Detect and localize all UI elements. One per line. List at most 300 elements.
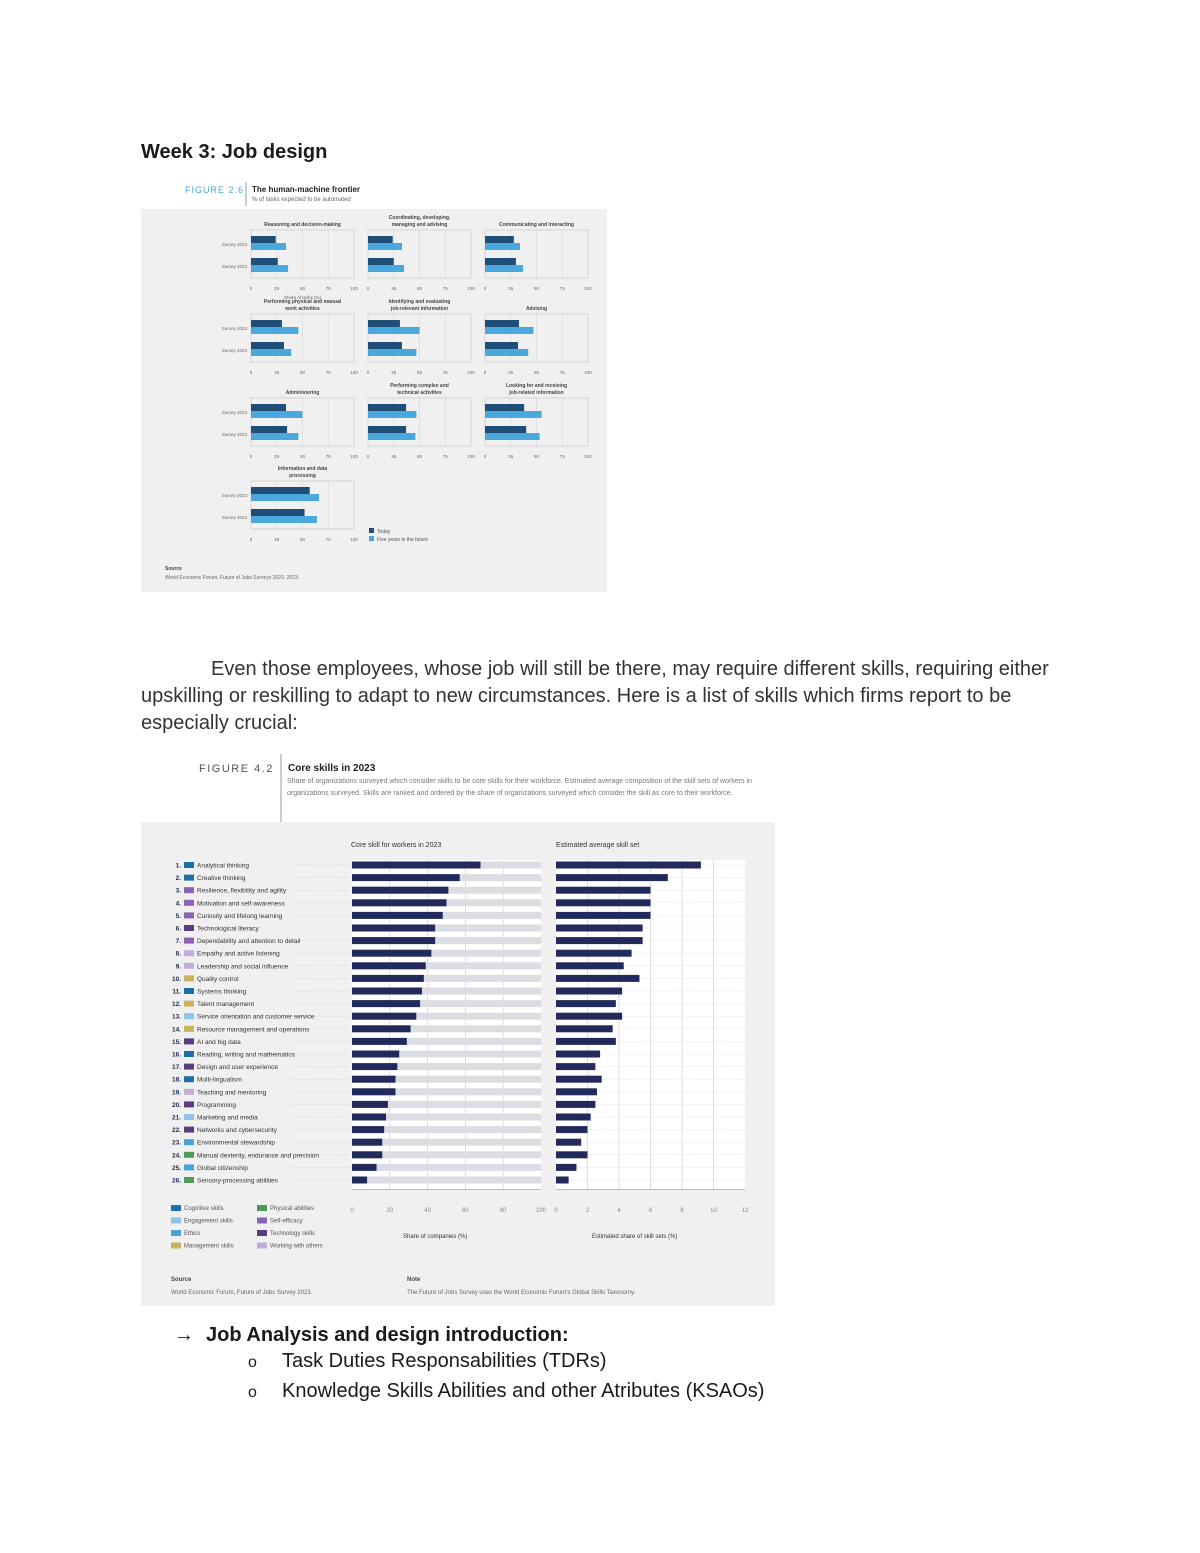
skill-label: Service orientation and customer service (197, 1013, 315, 1021)
tick-label: 0 (483, 454, 487, 459)
tick-label: 75 (442, 370, 448, 375)
skill-label: Networks and cybersecurity (197, 1127, 277, 1135)
bar-core-share (352, 1051, 399, 1058)
bar-core-share (352, 1088, 395, 1095)
skill-label: Sensory-processing abilities (197, 1177, 278, 1185)
paragraph-text: Even those employees, whose job will still be there, may require different skills, requiring either upskilling or reskilling to adapt to new circumstances. Here is a list of skills which firms report to be especially crucial: (141, 658, 1049, 734)
tick-label: 100 (350, 370, 358, 375)
skill-group-swatch (184, 975, 194, 981)
section-heading (174, 1324, 569, 1347)
tick-label: 50 (416, 286, 423, 291)
legend-label: Self-efficacy (270, 1218, 303, 1225)
bar-today (251, 236, 276, 243)
tick-label: 100 (467, 370, 475, 375)
tick-label: 100 (535, 1208, 547, 1214)
tick-label: 10 (710, 1208, 717, 1214)
bar-skill-set-share (556, 1088, 597, 1095)
panel-title: Coordinating, developing, (388, 215, 451, 221)
skill-rank: 2. (175, 875, 181, 883)
tick-label: 25 (508, 370, 514, 375)
skill-rank: 21. (171, 1114, 181, 1122)
bar-core-share (352, 874, 460, 881)
tick-label: 0 (366, 370, 370, 375)
bar-today (251, 426, 287, 433)
source-label: Source (165, 566, 182, 572)
skill-group-swatch (184, 1089, 194, 1095)
xlabel-left: Share of companies (%) (403, 1234, 468, 1240)
bar-today (485, 236, 514, 243)
skill-group-swatch (184, 1127, 194, 1133)
skill-group-swatch (184, 1114, 194, 1120)
skill-group-swatch (184, 1152, 194, 1158)
tick-label: 25 (391, 370, 397, 375)
xlabel-right: Estimated share of skill sets (%) (592, 1234, 678, 1240)
panel-title: work activities (285, 306, 320, 312)
bar-future (368, 411, 416, 418)
bar-skill-set-share (556, 1063, 595, 1070)
legend-label: Working with others (270, 1243, 323, 1250)
skill-group-swatch (184, 1177, 194, 1183)
panel-title: Identifying and evaluating (388, 299, 451, 305)
bar-future (368, 243, 402, 250)
skill-group-swatch (184, 925, 194, 931)
tick-label: 0 (249, 537, 253, 542)
track-bar (352, 1164, 541, 1171)
bar-today (368, 426, 406, 433)
bar-skill-set-share (556, 950, 632, 957)
legend-label: Technology skills (270, 1231, 316, 1237)
skill-rank: 3. (175, 887, 181, 895)
skill-group-swatch (184, 1001, 194, 1007)
tick-label: 6 (648, 1208, 653, 1214)
bar-core-share (352, 1038, 407, 1045)
tick-label: 50 (299, 537, 306, 542)
row-label: Survey 2023 (221, 242, 247, 247)
tick-label: 50 (299, 286, 306, 291)
tick-label: 0 (249, 370, 253, 375)
skill-rank: 24. (171, 1152, 181, 1160)
bar-skill-set-share (556, 1013, 622, 1020)
tick-label: 25 (274, 454, 280, 459)
skill-rank: 25. (171, 1164, 181, 1172)
tick-label: 4 (617, 1208, 621, 1214)
bar-today (251, 320, 282, 327)
tick-label: 50 (299, 370, 306, 375)
bar-skill-set-share (556, 1114, 591, 1121)
bar-future (251, 327, 298, 334)
panel-title: technical activities (397, 390, 442, 396)
bar-future (251, 265, 288, 272)
bar-today (368, 404, 406, 411)
tick-label: 50 (299, 454, 306, 459)
bar-today (251, 487, 310, 494)
bar-future (485, 327, 533, 334)
bar-core-share (352, 962, 426, 969)
skill-label: Reading, writing and mathematics (197, 1051, 295, 1059)
figure-subtitle: % of tasks expected to be automated (252, 197, 351, 203)
skill-rank: 6. (175, 925, 181, 933)
bar-future (485, 265, 523, 272)
tick-label: 8 (680, 1208, 684, 1214)
tick-label: 25 (274, 537, 280, 542)
tick-label: 25 (508, 286, 514, 291)
bar-skill-set-share (556, 975, 639, 982)
legend-swatch (257, 1243, 267, 1249)
tick-label: 2 (585, 1208, 590, 1214)
bar-today (485, 320, 519, 327)
tick-label: 25 (391, 454, 397, 459)
panel-title: Performing physical and manual (263, 299, 342, 305)
skill-group-swatch (184, 1038, 194, 1044)
bar-skill-set-share (556, 925, 643, 932)
bar-skill-set-share (556, 937, 643, 944)
tick-label: 40 (424, 1208, 431, 1214)
bar-skill-set-share (556, 1139, 581, 1146)
bar-core-share (352, 1114, 386, 1121)
list-item (248, 1350, 607, 1373)
tick-label: 75 (559, 454, 565, 459)
bar-today (485, 258, 516, 265)
figure-label: FIGURE 4.2 (199, 763, 274, 775)
skill-group-swatch (184, 1026, 194, 1032)
tick-label: 50 (533, 286, 540, 291)
tick-label: 0 (366, 286, 370, 291)
skill-label: Design and user experience (197, 1064, 278, 1072)
skill-group-swatch (184, 963, 194, 969)
skill-rank: 7. (175, 938, 181, 946)
panel-title: Looking for and receiving (505, 383, 568, 389)
bar-core-share (352, 937, 435, 944)
bar-future (251, 516, 317, 523)
tick-label: 100 (584, 454, 592, 459)
tick-label: 100 (350, 286, 358, 291)
tick-label: 100 (350, 537, 358, 542)
bar-today (368, 258, 394, 265)
tick-label: 0 (249, 286, 253, 291)
legend-label-today: Today (377, 529, 391, 535)
tick-label: 80 (499, 1208, 507, 1214)
legend-swatch (257, 1205, 267, 1211)
bar-core-share (352, 1164, 377, 1171)
bar-skill-set-share (556, 1000, 616, 1007)
skill-rank: 8. (175, 950, 181, 958)
skill-label: Resource management and operations (197, 1026, 310, 1034)
skill-group-swatch (184, 1013, 194, 1019)
legend-label: Physical abilities (270, 1206, 315, 1212)
skill-rank: 12. (171, 1001, 181, 1009)
bar-skill-set-share (556, 1126, 588, 1133)
legend-swatch (171, 1205, 181, 1211)
tick-label: 25 (391, 286, 397, 291)
note-label: Note (407, 1277, 421, 1283)
bar-skill-set-share (556, 874, 668, 881)
skill-group-swatch (184, 887, 194, 893)
legend-label: Management skills (184, 1243, 234, 1250)
skill-label: Teaching and mentoring (197, 1089, 267, 1097)
skill-rank: 5. (175, 912, 181, 920)
bar-skill-set-share (556, 1025, 613, 1032)
bar-core-share (352, 887, 448, 894)
skill-label: Technological literacy (197, 925, 259, 933)
list-item-text: Task Duties Responsabilities (TDRs) (282, 1350, 607, 1372)
bar-core-share (352, 862, 481, 869)
track-bar (352, 1177, 541, 1184)
skill-rank: 10. (171, 975, 181, 983)
legend-swatch (257, 1230, 267, 1236)
tick-label: 100 (467, 454, 475, 459)
note-text: The Future of Jobs Survey uses the World Economic Forum's Global Skills Taxonomy. (407, 1290, 636, 1296)
legend-label: Cognitive skills (184, 1206, 224, 1212)
bar-skill-set-share (556, 1051, 600, 1058)
bar-core-share (352, 975, 424, 982)
row-label: Survey 2023 (221, 432, 247, 437)
bar-future (485, 243, 520, 250)
panel-title: job-relevant information (390, 306, 449, 312)
bar-skill-set-share (556, 962, 624, 969)
panel-left-title: Core skill for workers in 2023 (351, 842, 442, 849)
bar-future (251, 494, 319, 501)
skill-rank: 19. (171, 1089, 181, 1097)
skill-rank: 14. (171, 1026, 181, 1034)
bullet-icon: o (248, 1354, 257, 1371)
bar-core-share (352, 1139, 382, 1146)
source-text: World Economic Forum, Future of Jobs Surveys 2020, 2023. (165, 575, 300, 581)
source-label: Source (171, 1277, 192, 1283)
bar-today (368, 236, 393, 243)
legend-swatch (257, 1218, 267, 1224)
x-axis-label: Share of tasks (%) (283, 295, 322, 300)
skill-rank: 1. (175, 862, 181, 870)
bar-future (485, 411, 542, 418)
row-label: Survey 2023 (221, 348, 247, 353)
bar-skill-set-share (556, 862, 701, 869)
bar-core-share (352, 1013, 416, 1020)
skill-group-swatch (184, 1051, 194, 1057)
figure-title: Core skills in 2023 (288, 763, 376, 774)
tick-label: 0 (350, 1208, 354, 1214)
row-label: Survey 2023 (221, 410, 247, 415)
bar-future (251, 243, 286, 250)
skill-label: Empathy and active listening (197, 950, 280, 958)
tick-label: 50 (416, 370, 423, 375)
bar-skill-set-share (556, 899, 651, 906)
skill-rank: 26. (171, 1177, 181, 1185)
bar-future (368, 327, 420, 334)
bar-today (251, 509, 305, 516)
tick-label: 60 (462, 1208, 469, 1214)
skill-label: Motivation and self-awareness (197, 900, 285, 908)
legend-label-future: Five years in the future (377, 537, 428, 543)
skill-group-swatch (184, 950, 194, 956)
legend-label: Ethics (184, 1231, 201, 1237)
figure-description: Share of organizations surveyed which consider skills to be core skills for their workforce. Estimated average composition of the skill sets of workers in organizations surveyed. Skills are ranked and ordered by the share of organizations surveyed which consider the skill as core to their workforce. (287, 778, 752, 797)
skill-label: Resilience, flexibility and agility (197, 887, 287, 895)
row-label: Survey 2023 (221, 264, 247, 269)
panel-title: job-related information (509, 390, 564, 396)
bullet-icon: o (248, 1384, 257, 1401)
figure-label: FIGURE 2.6 (185, 185, 245, 195)
legend-swatch (171, 1230, 181, 1236)
bar-skill-set-share (556, 1101, 595, 1108)
tick-label: 75 (559, 286, 565, 291)
legend-swatch-future (369, 536, 374, 541)
skill-rank: 15. (171, 1038, 181, 1046)
bar-today (485, 404, 524, 411)
tick-label: 100 (584, 370, 592, 375)
bar-future (485, 349, 528, 356)
skill-label: Environmental stewardship (197, 1139, 276, 1147)
figure-title: The human-machine frontier (252, 185, 361, 194)
skill-group-swatch (184, 1101, 194, 1107)
bar-core-share (352, 950, 431, 957)
bar-core-share (352, 899, 447, 906)
tick-label: 25 (274, 286, 280, 291)
skill-rank: 4. (175, 900, 181, 908)
body-paragraph (141, 656, 1071, 737)
tick-label: 50 (416, 454, 423, 459)
skill-rank: 17. (171, 1064, 181, 1072)
tick-label: 0 (483, 370, 487, 375)
skill-rank: 23. (171, 1139, 181, 1147)
skill-label: Quality control (197, 975, 239, 983)
tick-label: 75 (442, 286, 448, 291)
bar-skill-set-share (556, 988, 622, 995)
tick-label: 75 (559, 370, 565, 375)
tick-label: 0 (366, 454, 370, 459)
panel-title: Performing complex and (390, 383, 449, 389)
legend-label: Engagement skills (184, 1218, 233, 1225)
bar-core-share (352, 1126, 384, 1133)
bar-skill-set-share (556, 1038, 616, 1045)
bar-today (368, 320, 400, 327)
bar-future (251, 349, 291, 356)
skill-label: Programming (197, 1101, 237, 1109)
row-label: Survey 2023 (221, 326, 247, 331)
bar-core-share (352, 1025, 411, 1032)
skill-rank: 18. (171, 1076, 181, 1084)
bar-skill-set-share (556, 1164, 576, 1171)
tick-label: 50 (533, 370, 540, 375)
panel-title: processing (289, 473, 316, 479)
tick-label: 12 (741, 1208, 749, 1214)
panel-title: Information and data (277, 466, 328, 472)
legend-swatch (171, 1243, 181, 1249)
skill-label: Analytical thinking (197, 862, 250, 870)
tick-label: 20 (386, 1208, 394, 1214)
skill-label: Manual dexterity, endurance and precision (197, 1152, 320, 1160)
skill-label: AI and big data (197, 1038, 241, 1046)
bar-future (251, 411, 303, 418)
skill-group-swatch (184, 1139, 194, 1145)
bar-future (251, 433, 298, 440)
bar-future (368, 265, 404, 272)
skill-label: Creative thinking (197, 875, 246, 883)
bar-today (251, 342, 284, 349)
skill-group-swatch (184, 862, 194, 868)
panel-title: Advising (525, 306, 548, 312)
bar-core-share (352, 1000, 420, 1007)
bar-skill-set-share (556, 887, 651, 894)
tick-label: 75 (325, 454, 331, 459)
skill-label: Leadership and social influence (197, 963, 289, 971)
bar-core-share (352, 1177, 367, 1184)
skill-group-swatch (184, 1064, 194, 1070)
list-item-text: Knowledge Skills Abilities and other Atributes (KSAOs) (282, 1380, 765, 1402)
bar-core-share (352, 1063, 397, 1070)
row-label: Survey 2023 (221, 493, 247, 498)
skill-rank: 11. (172, 988, 181, 996)
tick-label: 75 (325, 537, 331, 542)
tick-label: 75 (442, 454, 448, 459)
skill-label: Talent management (197, 1001, 255, 1009)
legend-swatch-today (369, 528, 374, 533)
skill-rank: 9. (175, 963, 181, 971)
bar-core-share (352, 988, 422, 995)
figure-human-machine-frontier (141, 178, 607, 592)
section-title: Job Analysis and design introduction: (206, 1324, 569, 1346)
skill-group-swatch (184, 875, 194, 881)
skill-rank: 20. (171, 1101, 181, 1109)
panel-title: managing and advising (391, 222, 448, 228)
tick-label: 75 (325, 286, 331, 291)
skill-group-swatch (184, 1076, 194, 1082)
bar-future (368, 349, 416, 356)
skill-label: Global citizenship (197, 1164, 248, 1172)
skill-group-swatch (184, 1164, 194, 1170)
tick-label: 50 (533, 454, 540, 459)
bar-today (368, 342, 402, 349)
bar-today (485, 342, 518, 349)
bar-core-share (352, 1076, 395, 1083)
page-heading: Week 3: Job design (141, 141, 328, 163)
panel-title: Reasoning and decision-making (264, 222, 341, 228)
skill-group-swatch (184, 912, 194, 918)
skill-label: Multi-lingualism (197, 1076, 242, 1084)
bar-skill-set-share (556, 1076, 602, 1083)
tick-label: 100 (467, 286, 475, 291)
tick-label: 75 (325, 370, 331, 375)
skill-rank: 16. (171, 1051, 181, 1059)
skill-group-swatch (184, 938, 194, 944)
skill-group-swatch (184, 988, 194, 994)
panel-title: Communicating and interacting (498, 222, 575, 228)
bar-core-share (352, 1151, 382, 1158)
bar-future (368, 433, 415, 440)
skill-label: Curiosity and lifelong learning (197, 912, 283, 920)
tick-label: 0 (483, 286, 487, 291)
figure-core-skills-2023 (141, 752, 775, 1306)
skill-rank: 22. (171, 1127, 181, 1135)
skill-label: Marketing and media (197, 1114, 258, 1122)
bar-skill-set-share (556, 1177, 569, 1184)
bar-skill-set-share (556, 912, 651, 919)
tick-label: 100 (584, 286, 592, 291)
bar-core-share (352, 912, 443, 919)
panel-right-title: Estimated average skill set (556, 842, 640, 849)
skill-group-swatch (184, 900, 194, 906)
skill-label: Systems thinking (197, 988, 247, 996)
list-item (248, 1380, 764, 1403)
panel-title: Administering (285, 390, 320, 396)
arrow-icon: → (174, 1324, 194, 1346)
tick-label: 25 (508, 454, 514, 459)
legend-swatch (171, 1218, 181, 1224)
tick-label: 100 (350, 454, 358, 459)
bar-skill-set-share (556, 1151, 588, 1158)
skill-label: Dependability and attention to detail (197, 938, 301, 946)
bar-core-share (352, 1101, 388, 1108)
tick-label: 0 (554, 1208, 558, 1214)
